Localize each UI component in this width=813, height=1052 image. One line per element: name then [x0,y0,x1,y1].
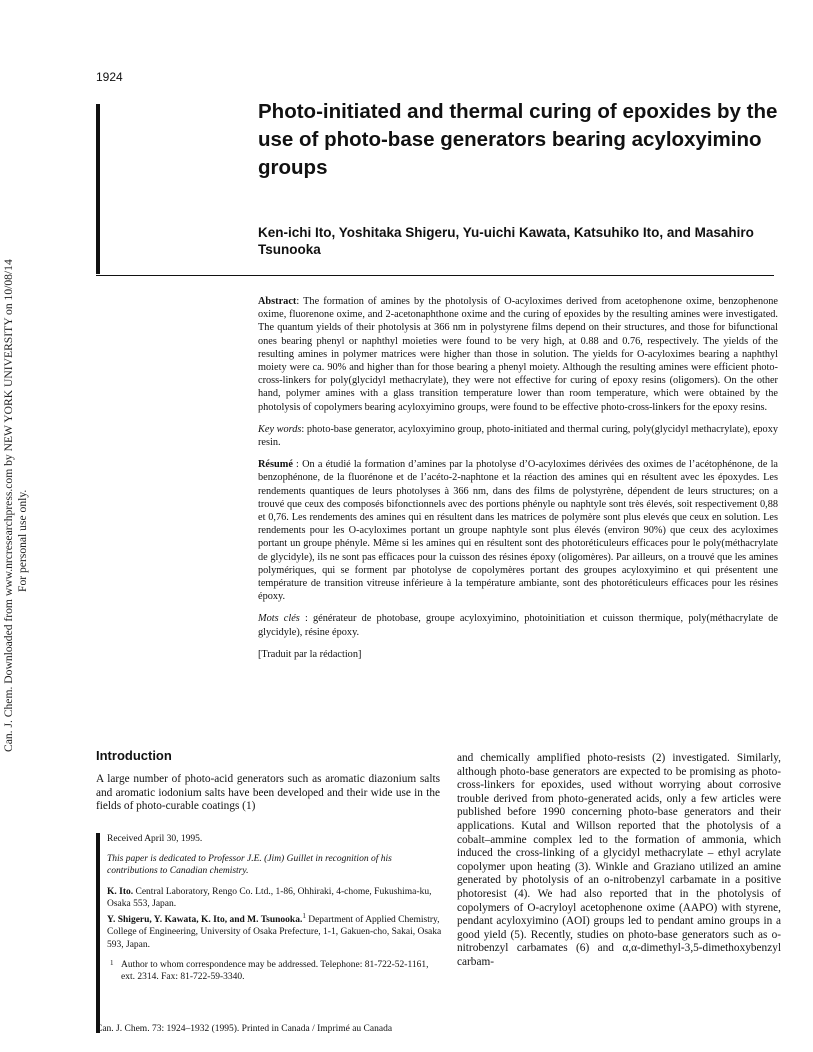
abstract-section [258,295,778,670]
article-title: Photo-initiated and thermal curing of epoxides by the use of photo-base generators bearing acyloxyimino groups [258,100,778,179]
author-list: Ken-ichi Ito, Yoshitaka Shigeru, Yu-uichi Kawata, Katsuhiko Ito, and Masahiro Tsunooka [258,225,754,257]
resume-text: : On a étudié la formation d’amines par la photolyse d’O-acyloximes dérivées des oximes de l’acétophénone, de la benzophénone, de la fluorénone et de l’acéto-2-naphtone et la réaction des amines qui en résultent avec les époxydes. Les rendements quantiques de leurs photolyses à 366 nm, dans des films de polystyrène, dépendent de leurs structures; on a trouvé que ceux des composés bifonctionnels avec des portions phényle ou naphtyle sont très élevés, soit respectivement 0,88 et 0,76. Les rendements des amines qui en résultent dans les matrices de polymère sont plus elevés que ceux en solution. Les rendements pour les O-acyloximes portant un groupe naphtyle sont plus élevés (environ 90%) que ceux des acyloximes portant un groupe phényle. Même si les amines qui en résultent sont des photoréticuleurs efficaces pour le poly(méthacrylate de glycidyle), ils ne sont pas efficaces pour la cuisson des résines époxy (oligomères). Par ailleurs, on a trouvé que les amines polymériques, qui se forment par photolyse de copolymères portant des groupes acyloxyimino et qui présentent une température de transition vitreuse inférieure à la température ambiante, sont des photoréticuleurs efficaces pour les résines époxy. [258,459,778,603]
footnote [107,959,443,983]
affiliation-2-mark: 1 [302,912,306,921]
mots-cles-label: Mots clés [258,613,300,625]
introduction-heading: Introduction [96,748,172,763]
title-divider [96,275,774,276]
introduction-column-1: A large number of photo-acid generators such as aromatic diazonium salts and aromatic iodonium salts have been developed and their wide use in the fields of photo-curable coatings (1) [96,773,440,813]
abstract-label: Abstract [258,296,297,307]
download-stamp-line1: Can. J. Chem. Downloaded from www.nrcresearchpress.com by NEW YORK UNIVERSITY on 10/08/14 [2,259,15,752]
resume-paragraph [258,458,778,603]
affiliation-1-text: Central Laboratory, Rengo Co. Ltd., 1-86, Ohhiraki, 4-chome, Fukushima-ku, Osaka 553, Japan. [107,886,432,909]
article-notes [107,833,443,991]
keywords-paragraph [258,423,778,449]
affiliation-1 [107,886,443,910]
resume-label: Résumé [258,459,293,471]
affiliation-1-name: K. Ito. [107,886,134,897]
title-side-bar [96,104,100,274]
affiliation-2 [107,910,443,951]
mots-cles-paragraph [258,612,778,638]
download-stamp [0,232,48,752]
affiliation-2-name: Y. Shigeru, Y. Kawata, K. Ito, and M. Tsunooka. [107,915,303,926]
page-number: 1924 [96,70,123,84]
affiliation-2-text: Department of Applied Chemistry, College of Engineering, University of Osaka Prefecture, 1-1, Gakuen-cho, Sakai, Osaka 593, Japan. [107,915,442,950]
download-stamp-line2: For personal use only. [16,489,29,592]
journal-footer: Can. J. Chem. 73: 1924–1932 (1995). Printed in Canada / Imprimé au Canada [96,1024,393,1034]
translation-note: [Traduit par la rédaction] [258,648,362,660]
received-date: Received April 30, 1995. [107,834,203,844]
abstract-text: : The formation of amines by the photolysis of O-acyloximes derived from acetophenone oxime, benzophenone oxime, fluorenone oxime, and 2-acetonaphthone oxime and the curing of epoxides by the resulting amines were investigated. The quantum yields of their photolysis at 366 nm in polystyrene films depend on their structures, and those for bifunctional ones bearing phenyl or naphthyl moieties were found to be very high, at 0.88 and 0.76, respectively. The yields of the resulting amines in polymer matrices were higher than those in solution. The yields for O-acyloximes bearing a naphthyl moiety were ca. 90% and higher than for those bearing a phenyl moiety. Although the resulting amines were efficient photo-cross-linkers for poly(glycidyl methacrylate), they were not effective for curing of epoxy resins (oligomers). On the other hand, polymer amines with a glass transition temperature lower than room temperature, which were obtained by the photolysis of copolymers bearing acyloxyimino groups, were found to be effective photo-cross-linkers for the epoxy resins. [258,296,778,413]
abstract-paragraph [258,295,778,414]
notes-side-bar [96,833,100,1033]
keywords-label: Key words [258,423,302,435]
footnote-text: Author to whom correspondence may be addressed. Telephone: 81-722-52-1161, ext. 2314. Fax: 81-722-59-3340. [121,959,429,982]
keywords-text: : photo-base generator, acyloxyimino group, photo-initiated and thermal curing, poly(glycidyl methacrylate), epoxy resin. [258,423,778,449]
introduction-column-2: and chemically amplified photo-resists (2) investigated. Similarly, although photo-base generators are expected to be promising as photo-cross-linkers for epoxides, used without worrying about corrosive trouble derived from photo-generated acids, only a few articles were published before 1990 concerning photo-base generators and their applications. Kutal and Willson reported that the photolysis of a cobalt–ammine complex led to the formation of ammonia, which induced the cross-linking of a glycidyl methacrylate – ethyl acrylate copolymer upon heating (3). Winkle and Graziano utilized an amine generated by photolysis of an o-nitrobenzyl carbamate in a positive photoresist (4). We had also reported that in the photolysis of copolymers of O-acryloyl acetophenone oxime (AAPO) with styrene, pendant acyloxyimino (AOI) groups led to pendant amino groups in a good yield (5). Recently, studies on photo-base generators such as o-nitrobenzyl carbamates (6) and α,α-dimethyl-3,5-dimethoxybenzyl carbam- [457,752,781,968]
dedication-note: This paper is dedicated to Professor J.E. (Jim) Guillet in recognition of his contributions to Canadian chemistry. [107,854,392,877]
footnote-mark: 1 [110,958,114,967]
mots-cles-text: : générateur de photobase, groupe acyloxyimino, photoinitiation et cuisson thermique, poly(méthacrylate de glycidyle), résine époxy. [258,613,778,638]
